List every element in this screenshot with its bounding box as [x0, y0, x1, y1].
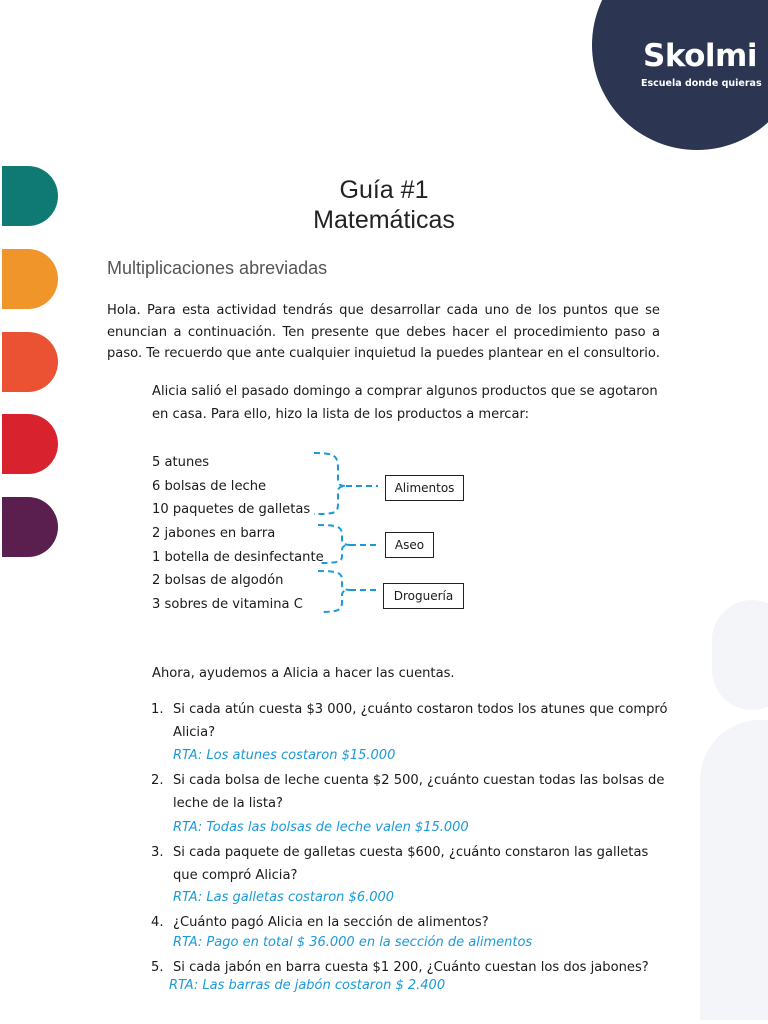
question-text: Si cada bolsa de leche cuenta $2 500, ¿cuánto cuestan todas las bolsas de leche de la lista?	[173, 773, 665, 811]
question-text: ¿Cuánto pagó Alicia en la sección de alimentos?	[173, 915, 489, 930]
product-item: 10 paquetes de galletas	[152, 502, 311, 517]
story-paragraph: Alicia salió el pasado domingo a comprar algunos productos que se agotaron en casa. Para ello, hizo la lista de los productos a mercar:	[152, 384, 658, 422]
answer-4: RTA: Pago en total $ 36.000 en la sección de alimentos	[173, 935, 533, 950]
category-box-aseo: Aseo	[385, 532, 434, 558]
logo-slogan: Escuela donde quieras	[641, 78, 762, 89]
answer-3: RTA: Las galletas costaron $6.000	[173, 890, 395, 905]
guide-title: Guía #1	[339, 176, 429, 204]
question-text: Si cada atún cuesta $3 000, ¿cuánto costaron todos los atunes que compró Alicia?	[173, 702, 668, 740]
question-number: 4.	[151, 915, 164, 930]
product-item: 1 botella de desinfectante	[152, 550, 324, 565]
category-box-drogueria: Droguería	[383, 583, 464, 609]
question-text: Si cada jabón en barra cuesta $1 200, ¿Cuánto cuestan los dos jabones?	[173, 960, 649, 975]
bracket-drogueria	[318, 571, 350, 612]
question-text: Si cada paquete de galletas cuesta $600, ¿cuánto constaron las galletas que compró Alicia?	[173, 845, 649, 883]
question-number: 2.	[151, 773, 164, 788]
question-4	[151, 911, 671, 934]
question-number: 5.	[151, 960, 164, 975]
answer-1: RTA: Los atunes costaron $15.000	[173, 748, 396, 763]
bracket-alimentos	[314, 453, 346, 514]
answer-5: RTA: Las barras de jabón costaron $ 2.400	[169, 978, 446, 993]
logo-name: Skolmi	[643, 38, 757, 74]
section-title: Multiplicaciones abreviadas	[107, 258, 328, 278]
intro-paragraph: Hola. Para esta actividad tendrás que desarrollar cada uno de los puntos que se enuncian a continuación. Ten presente que debes hacer el procedimiento paso a paso. Te recuerdo que ante cualquier inquietud la puedes plantear en el consultorio.	[107, 303, 660, 361]
product-item: 6 bolsas de leche	[152, 479, 267, 494]
answer-2: RTA: Todas las bolsas de leche valen $15.000	[173, 820, 469, 835]
bracket-aseo	[318, 525, 350, 563]
question-1	[151, 698, 671, 744]
question-5	[151, 956, 671, 979]
question-number: 3.	[151, 845, 164, 860]
product-item: 2 jabones en barra	[152, 526, 276, 541]
product-item: 3 sobres de vitamina C	[152, 597, 303, 612]
question-2	[151, 769, 671, 815]
product-item: 2 bolsas de algodón	[152, 573, 284, 588]
prompt-text: Ahora, ayudemos a Alicia a hacer las cuentas.	[152, 666, 455, 681]
question-3	[151, 841, 671, 887]
category-box-alimentos: Alimentos	[385, 475, 464, 501]
subject-title: Matemáticas	[313, 206, 455, 234]
product-item: 5 atunes	[152, 455, 210, 470]
question-number: 1.	[151, 702, 164, 717]
